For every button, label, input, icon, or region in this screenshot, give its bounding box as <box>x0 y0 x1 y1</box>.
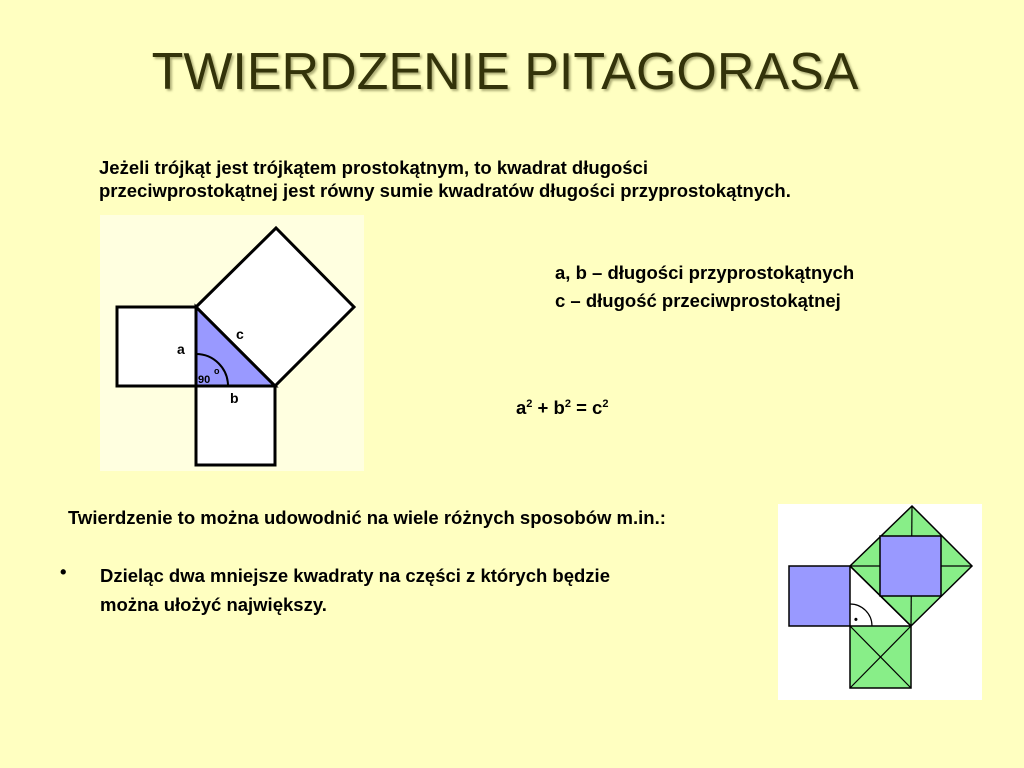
left-blue-square <box>789 566 850 626</box>
formula-eq: = <box>570 397 593 418</box>
label-degree: o <box>214 366 220 376</box>
pythagorean-formula <box>516 397 608 419</box>
formula-a: a <box>516 397 527 418</box>
label-b: b <box>230 390 239 406</box>
label-angle: 90 <box>198 374 211 386</box>
inner-blue-square <box>880 536 941 596</box>
theorem-line-2: przeciwprostokątnej jest równy sumie kwadratów długości przyprostokątnych. <box>99 180 791 201</box>
proof-intro: Twierdzenie to można udowodnić na wiele różnych sposobów m.in.: <box>68 507 666 528</box>
formula-c: c <box>592 397 603 418</box>
formula-b-exp: 2 <box>564 398 571 410</box>
formula-c-exp: 2 <box>602 398 609 410</box>
definition-c: c – długość przeciwprostokątnej <box>555 290 841 311</box>
proof-right-angle-dot: • <box>854 614 858 626</box>
formula-b: b <box>553 397 565 418</box>
label-c: c <box>236 326 244 342</box>
definitions <box>555 259 854 315</box>
theorem-statement <box>99 156 999 202</box>
bullet-text <box>100 561 610 619</box>
label-a: a <box>177 341 185 357</box>
definition-ab: a, b – długości przyprostokątnych <box>555 262 855 283</box>
formula-a-exp: 2 <box>526 398 533 410</box>
formula-plus: + <box>532 397 554 418</box>
bullet-marker: • <box>60 561 67 582</box>
slide-title: TWIERDZENIE PITAGORASA <box>151 43 859 101</box>
theorem-line-1: Jeżeli trójkąt jest trójkątem prostokątnym, to kwadrat długości <box>99 157 648 178</box>
pythagoras-diagram <box>100 215 364 471</box>
bullet-line-2: można ułożyć największy. <box>100 594 327 615</box>
bullet-line-1: Dzieląc dwa mniejsze kwadraty na części z których będzie <box>100 565 610 586</box>
proof-diagram <box>778 504 982 700</box>
